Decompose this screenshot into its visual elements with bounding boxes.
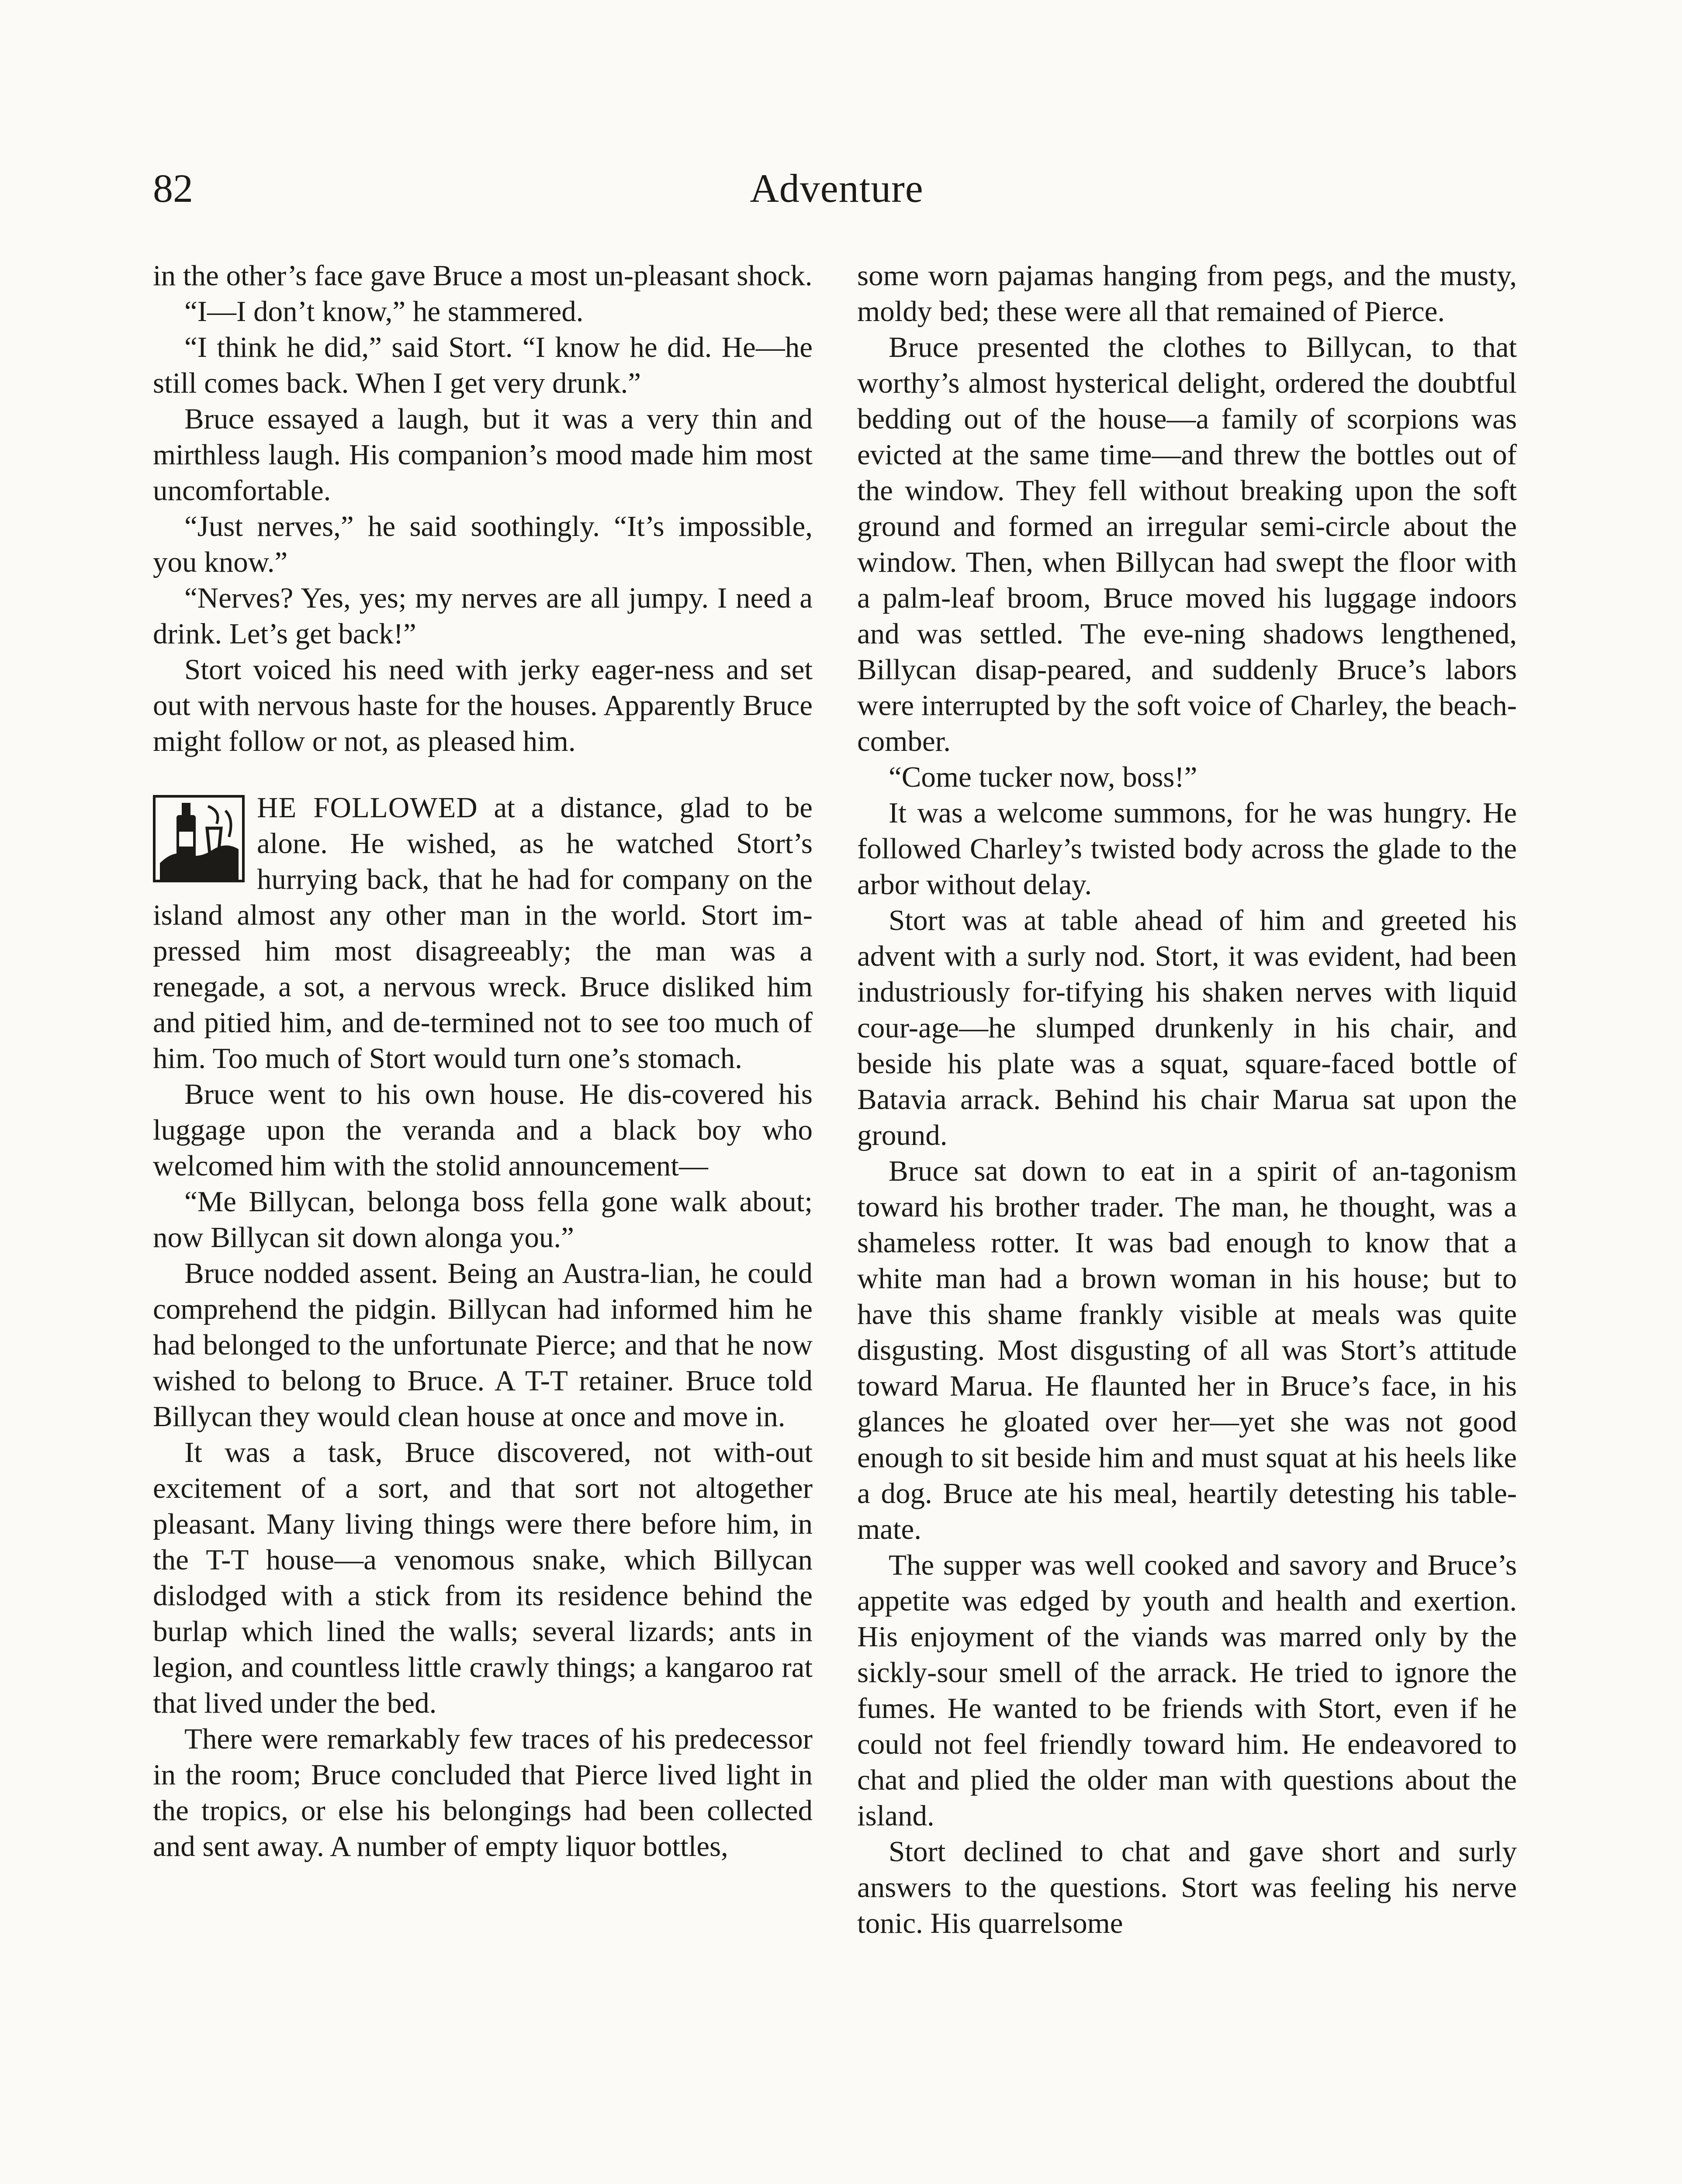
paragraph: in the other’s face gave Bruce a most un-pleasant shock. [153,259,813,292]
paragraph: It was a welcome summons, for he was hungry. He followed Charley’s twisted body across the glade to the arbor without delay. [857,797,1517,901]
paragraph: There were remarkably few traces of his predecessor in the room; Bruce concluded that Pierce lived light in the tropics, or else his belongings had been collected and sent away. A number of empty liquor bottles, [153,1723,813,1863]
running-title: Adventure [750,166,924,211]
paragraph: “I—I don’t know,” he stammered. [184,295,584,328]
left-column [153,258,813,1864]
paragraph: It was a task, Bruce discovered, not with-out excitement of a sort, and that sort not altogether pleasant. Many living things were there before him, in the T-T house—a venomous snake, which Billycan dislodged with a stick from its residence behind the burlap which lined the walls; several lizards; ants in legion, and countless little crawly things; a kangaroo rat that lived under the bed. [153,1436,813,1719]
section-lead-in: HE FOLLOWED [257,791,478,824]
paragraph: “Me Billycan, belonga boss fella gone walk about; now Billycan sit down alonga you.” [153,1185,813,1254]
paragraph: Bruce presented the clothes to Billycan, to that worthy’s almost hysterical delight, ordered the doubtful bedding out of the house—a family of scorpions was evicted at the same time—and threw the bottles out of the window. They fell without breaking upon the soft ground and formed an irregular semi-circle about the window. Then, when Billycan had swept the floor with a palm-leaf broom, Bruce moved his luggage indoors and was settled. The eve-ning shadows lengthened, Billycan disap-peared, and suddenly Bruce’s labors were interrupted by the soft voice of Charley, the beach-comber. [857,331,1517,757]
paragraph: Stort was at table ahead of him and greeted his advent with a surly nod. Stort, it was evident, had been industriously for-tifying his shaken nerves with liquid cour-age—he slumped drunkenly in his chair, and beside his plate was a squat, square-faced bottle of Batavia arrack. Behind his chair Marua sat upon the ground. [857,904,1517,1151]
paragraph: “Just nerves,” he said soothingly. “It’s impossible, you know.” [153,510,813,578]
page-header [153,168,1520,234]
right-column [857,258,1517,1941]
paragraph: “Nerves? Yes, yes; my nerves are all jumpy. I need a drink. Let’s get back!” [153,582,813,650]
paragraph: Bruce sat down to eat in a spirit of an-tagonism toward his brother trader. The man, he thought, was a shameless rotter. It was bad enough to know that a white man had a brown woman in his house; but to have this shame frankly visible at meals was quite disgusting. Most disgusting of all was Stort’s attitude toward Marua. He flaunted her in Bruce’s face, in his glances he gloated over her—yet she was not good enough to sit beside him and must squat at his heels like a dog. Bruce ate his meal, heartily detesting his table-mate. [857,1155,1517,1545]
paragraph: Stort declined to chat and gave short and surly answers to the questions. Stort was feeling his nerve tonic. His quarrelsome [857,1835,1517,1939]
section-text: at a distance, glad to be alone. He wished, as he watched Stort’s hurrying back, that he had for company on the island almost any other man in the world. Stort im-pressed him most disagreeably; the man was a renegade, a sot, a nervous wreck. Bruce disliked him and pitied him, and de-termined not to see too much of him. Too much of Stort would turn one’s stomach. [153,791,813,1075]
paragraph: The supper was well cooked and savory and Bruce’s appetite was edged by youth and health and exertion. His enjoyment of the viands was marred only by the sickly-sour smell of the arrack. He tried to ignore the fumes. He wanted to be friends with Stort, even if he could not feel friendly toward him. He endeavored to chat and plied the older man with questions about the island. [857,1549,1517,1832]
paragraph: Bruce nodded assent. Being an Austra-lian, he could comprehend the pidgin. Billycan had informed him he had belonged to the unfortunate Pierce; and that he now wished to belong to Bruce. A T-T retainer. Bruce told Billycan they would clean house at once and move in. [153,1257,813,1433]
bottle-and-glass-vignette-icon [153,795,245,882]
section-opening-paragraph [153,790,813,1076]
paragraph: “I think he did,” said Stort. “I know he did. He—he still comes back. When I get very drunk.” [153,331,813,399]
paragraph: Stort voiced his need with jerky eager-ness and set out with nervous haste for the houses. Apparently Bruce might follow or not, as pleased him. [153,653,813,757]
page-number: 82 [153,166,193,211]
paragraph: Bruce essayed a laugh, but it was a very thin and mirthless laugh. His companion’s mood made him most uncomfortable. [153,403,813,507]
paragraph: “Come tucker now, boss!” [889,761,1197,793]
paragraph: some worn pajamas hanging from pegs, and the musty, moldy bed; these were all that remained of Pierce. [857,259,1517,328]
paragraph: Bruce went to his own house. He dis-covered his luggage upon the veranda and a black boy who welcomed him with the stolid announcement— [153,1078,813,1182]
